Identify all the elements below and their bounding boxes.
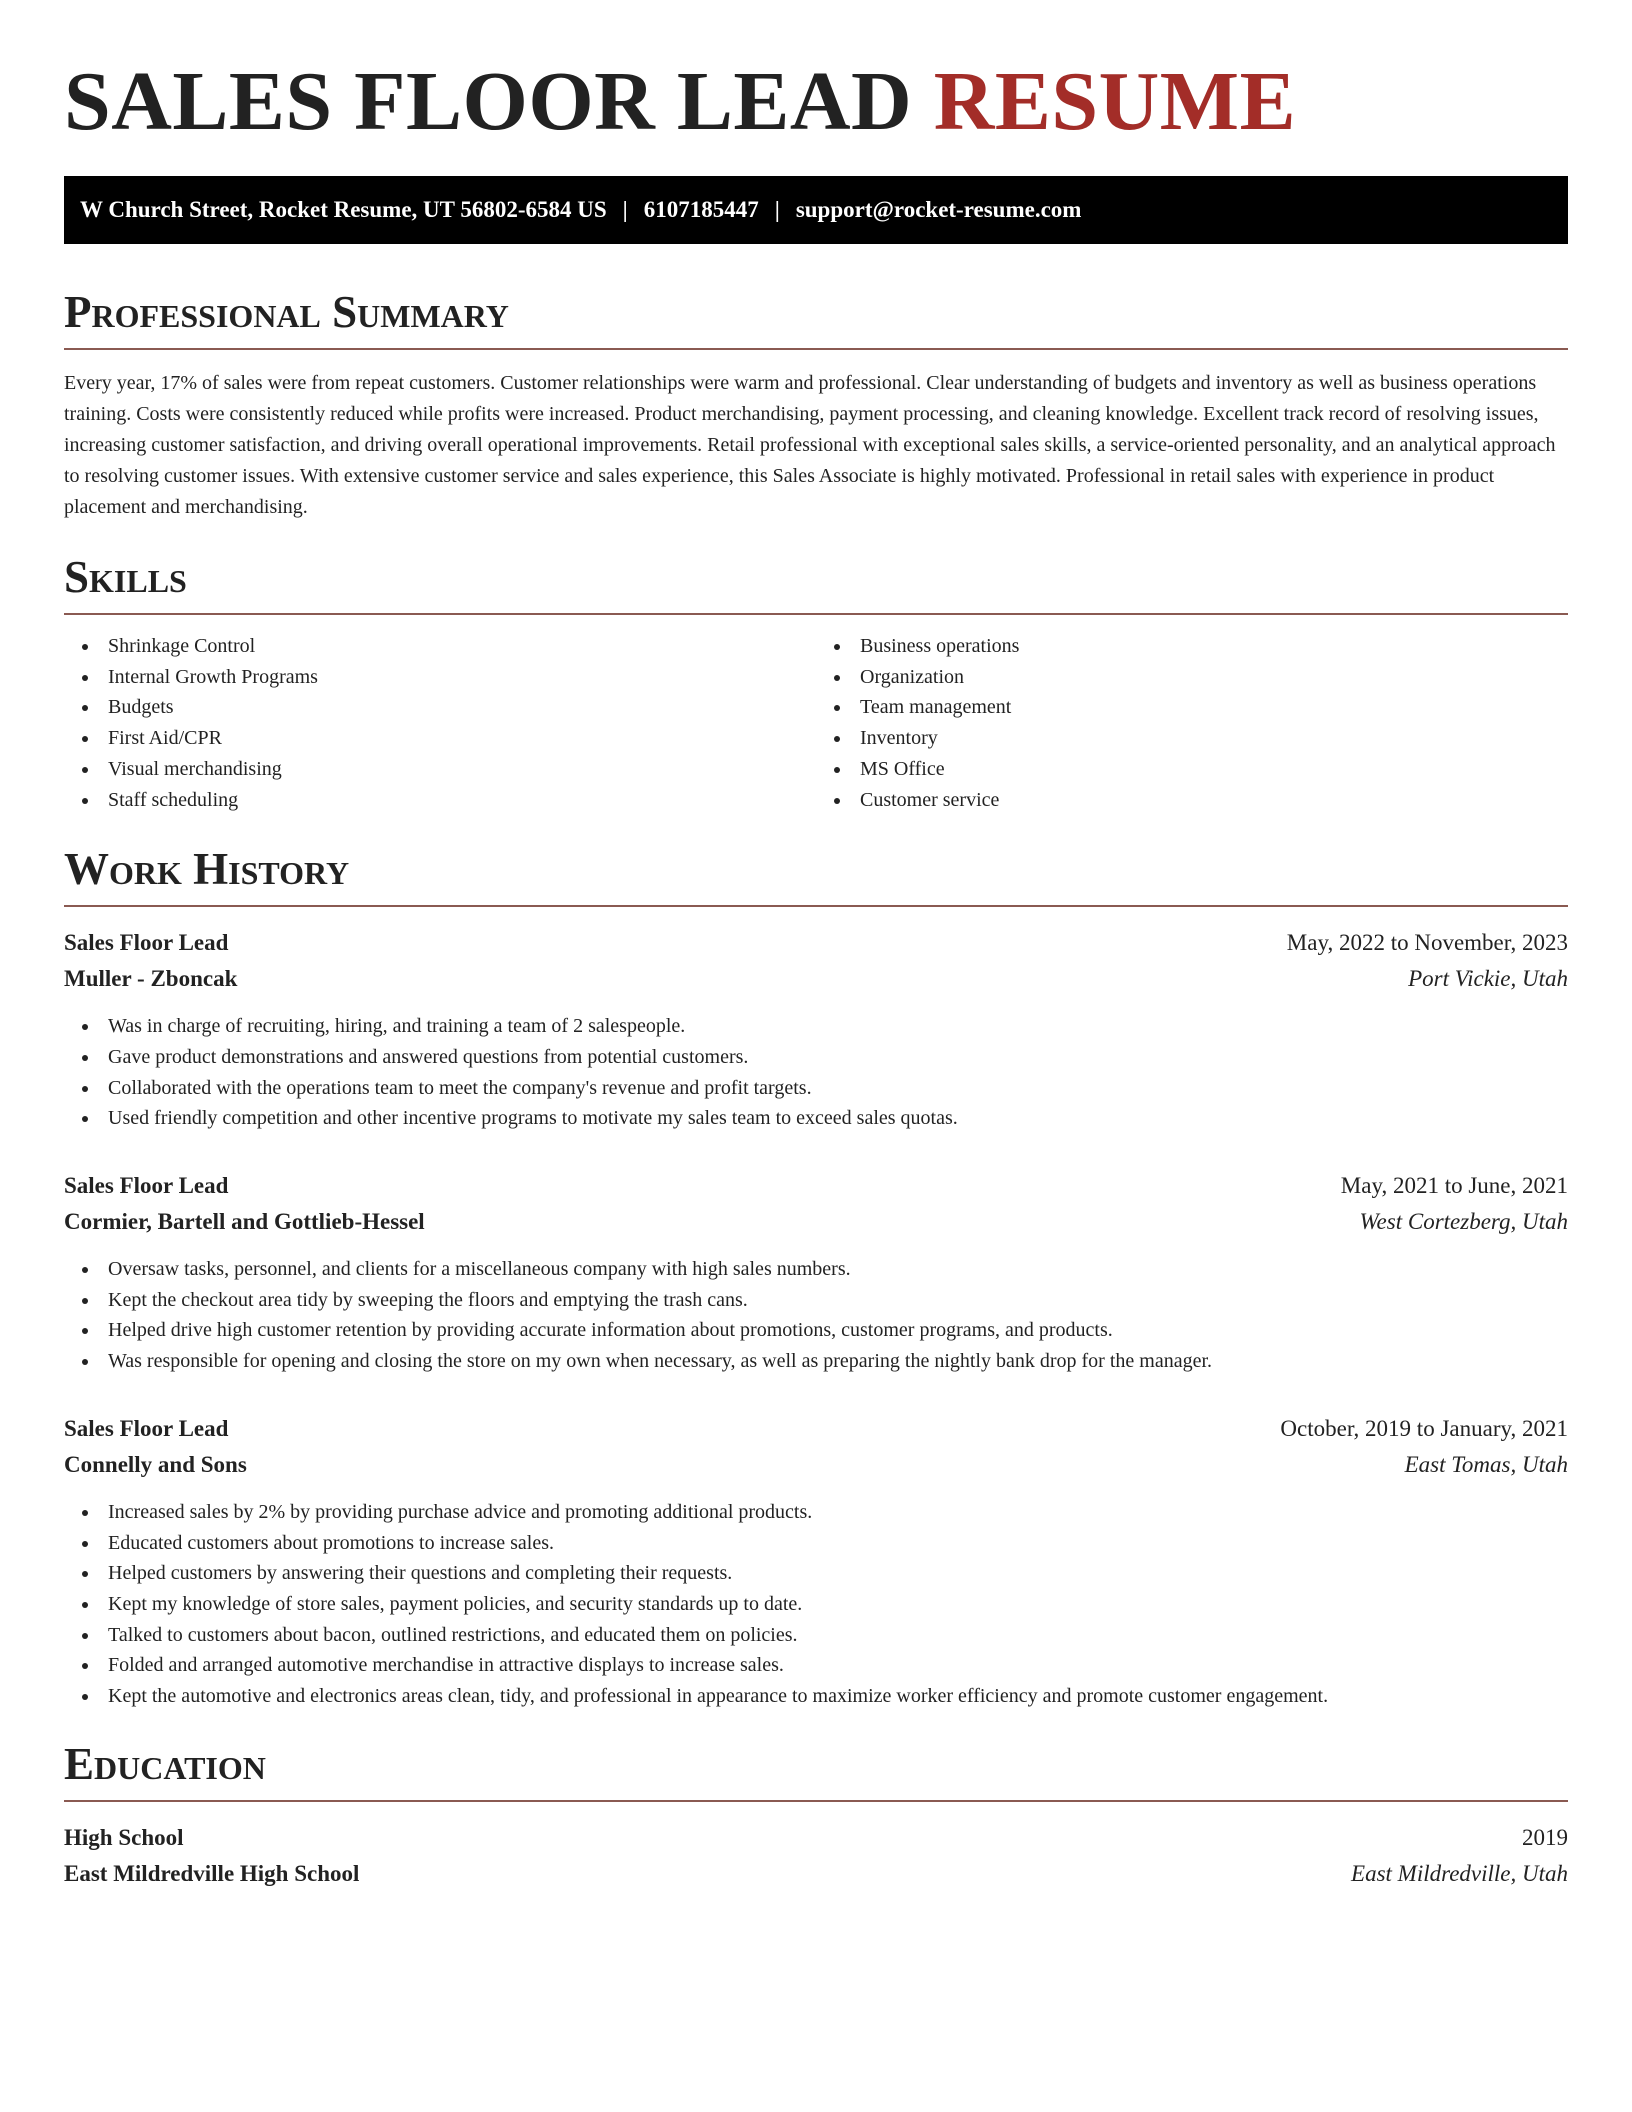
section-divider bbox=[64, 1800, 1568, 1802]
skills-columns bbox=[64, 631, 1568, 815]
job-entry bbox=[64, 1168, 1568, 1377]
title-accent: RESUME bbox=[933, 55, 1297, 148]
skill-item: Business operations bbox=[816, 631, 1568, 662]
job-company-row bbox=[64, 1447, 1568, 1483]
education-entry bbox=[64, 1820, 1568, 1892]
contact-bar bbox=[64, 176, 1568, 244]
skills-section bbox=[64, 551, 1568, 815]
contact-address: W Church Street, Rocket Resume, UT 56802-6584 US bbox=[80, 197, 607, 222]
job-company-row bbox=[64, 1204, 1568, 1240]
job-bullet: Helped customers by answering their questions and completing their requests. bbox=[64, 1558, 1568, 1589]
job-entry bbox=[64, 925, 1568, 1134]
job-dates: May, 2022 to November, 2023 bbox=[1286, 930, 1568, 956]
skill-item: Inventory bbox=[816, 723, 1568, 754]
contact-separator: | bbox=[622, 197, 628, 222]
contact-email: support@rocket-resume.com bbox=[795, 197, 1082, 222]
job-header-row bbox=[64, 925, 1568, 961]
education-location: East Mildredville, Utah bbox=[1351, 1860, 1568, 1886]
summary-heading: Professional Summary bbox=[64, 287, 509, 337]
job-location: East Tomas, Utah bbox=[1404, 1451, 1568, 1477]
job-dates: October, 2019 to January, 2021 bbox=[1280, 1415, 1568, 1441]
job-bullet: Kept my knowledge of store sales, payment policies, and security standards up to date. bbox=[64, 1589, 1568, 1620]
title-main: SALES FLOOR LEAD bbox=[64, 55, 913, 148]
education-heading: Education bbox=[64, 1738, 266, 1789]
job-title: Sales Floor Lead bbox=[64, 1415, 229, 1441]
summary-section bbox=[64, 286, 1568, 523]
skill-item: Shrinkage Control bbox=[64, 631, 816, 662]
contact-phone: 6107185447 bbox=[643, 197, 759, 222]
skills-list-right bbox=[816, 631, 1568, 815]
skills-heading: Skills bbox=[64, 552, 187, 602]
job-bullet: Gave product demonstrations and answered questions from potential customers. bbox=[64, 1042, 1568, 1073]
skill-item: Staff scheduling bbox=[64, 785, 816, 816]
skill-item: Visual merchandising bbox=[64, 754, 816, 785]
resume-title bbox=[64, 52, 1568, 152]
job-bullets bbox=[64, 1254, 1568, 1377]
skill-item: Customer service bbox=[816, 785, 1568, 816]
job-header-row bbox=[64, 1168, 1568, 1204]
job-bullet: Helped drive high customer retention by providing accurate information about promotions, customer programs, and products. bbox=[64, 1315, 1568, 1346]
work-history-section bbox=[64, 843, 1568, 1712]
education-school-row bbox=[64, 1856, 1568, 1892]
contact-separator: | bbox=[774, 197, 780, 222]
job-location: West Cortezberg, Utah bbox=[1359, 1209, 1568, 1235]
job-title: Sales Floor Lead bbox=[64, 1173, 229, 1199]
skill-item: Budgets bbox=[64, 692, 816, 723]
skill-item: Team management bbox=[816, 692, 1568, 723]
job-company: Cormier, Bartell and Gottlieb-Hessel bbox=[64, 1209, 425, 1235]
education-header-row bbox=[64, 1820, 1568, 1856]
job-bullet: Collaborated with the operations team to meet the company's revenue and profit targets. bbox=[64, 1073, 1568, 1104]
job-bullet: Used friendly competition and other incentive programs to motivate my sales team to exceed sales quotas. bbox=[64, 1103, 1568, 1134]
section-divider bbox=[64, 613, 1568, 615]
job-title: Sales Floor Lead bbox=[64, 930, 229, 956]
skill-item: Organization bbox=[816, 662, 1568, 693]
job-company: Connelly and Sons bbox=[64, 1451, 247, 1477]
job-bullet: Was responsible for opening and closing the store on my own when necessary, as well as preparing the nightly bank drop for the manager. bbox=[64, 1346, 1568, 1377]
section-divider bbox=[64, 905, 1568, 907]
education-degree: High School bbox=[64, 1824, 184, 1850]
job-header-row bbox=[64, 1411, 1568, 1447]
job-bullet: Kept the checkout area tidy by sweeping the floors and emptying the trash cans. bbox=[64, 1285, 1568, 1316]
job-bullet: Oversaw tasks, personnel, and clients for a miscellaneous company with high sales numbers. bbox=[64, 1254, 1568, 1285]
job-bullet: Increased sales by 2% by providing purchase advice and promoting additional products. bbox=[64, 1497, 1568, 1528]
job-dates: May, 2021 to June, 2021 bbox=[1340, 1173, 1568, 1199]
summary-text: Every year, 17% of sales were from repeat customers. Customer relationships were warm and professional. Clear understanding of budgets and inventory as well as business operations training. Costs were consistently reduced while profits were increased. Product merchandising, payment processing, and cleaning knowledge. Excellent track record of resolving issues, increasing customer satisfaction, and driving overall operational improvements. Retail professional with exceptional sales skills, a service-oriented personality, and an analytical approach to resolving customer issues. With extensive customer service and sales experience, this Sales Associate is highly motivated. Professional in retail sales with experience in product placement and merchandising. bbox=[64, 372, 1556, 518]
job-bullets bbox=[64, 1497, 1568, 1712]
job-bullet: Talked to customers about bacon, outlined restrictions, and educated them on policies. bbox=[64, 1620, 1568, 1651]
job-bullet: Kept the automotive and electronics areas clean, tidy, and professional in appearance to maximize worker efficiency and promote customer engagement. bbox=[64, 1681, 1568, 1712]
job-bullet: Folded and arranged automotive merchandise in attractive displays to increase sales. bbox=[64, 1650, 1568, 1681]
job-location: Port Vickie, Utah bbox=[1408, 966, 1568, 992]
work-history-heading: Work History bbox=[64, 844, 350, 895]
job-company-row bbox=[64, 961, 1568, 997]
education-school: East Mildredville High School bbox=[64, 1860, 360, 1886]
job-bullet: Was in charge of recruiting, hiring, and training a team of 2 salespeople. bbox=[64, 1011, 1568, 1042]
skill-item: First Aid/CPR bbox=[64, 723, 816, 754]
skill-item: MS Office bbox=[816, 754, 1568, 785]
education-year: 2019 bbox=[1522, 1824, 1568, 1850]
education-section bbox=[64, 1738, 1568, 1892]
job-bullet: Educated customers about promotions to increase sales. bbox=[64, 1528, 1568, 1559]
job-bullets bbox=[64, 1011, 1568, 1134]
job-entry bbox=[64, 1411, 1568, 1712]
section-divider bbox=[64, 348, 1568, 350]
skill-item: Internal Growth Programs bbox=[64, 662, 816, 693]
job-company: Muller - Zboncak bbox=[64, 966, 238, 992]
skills-list-left bbox=[64, 631, 816, 815]
